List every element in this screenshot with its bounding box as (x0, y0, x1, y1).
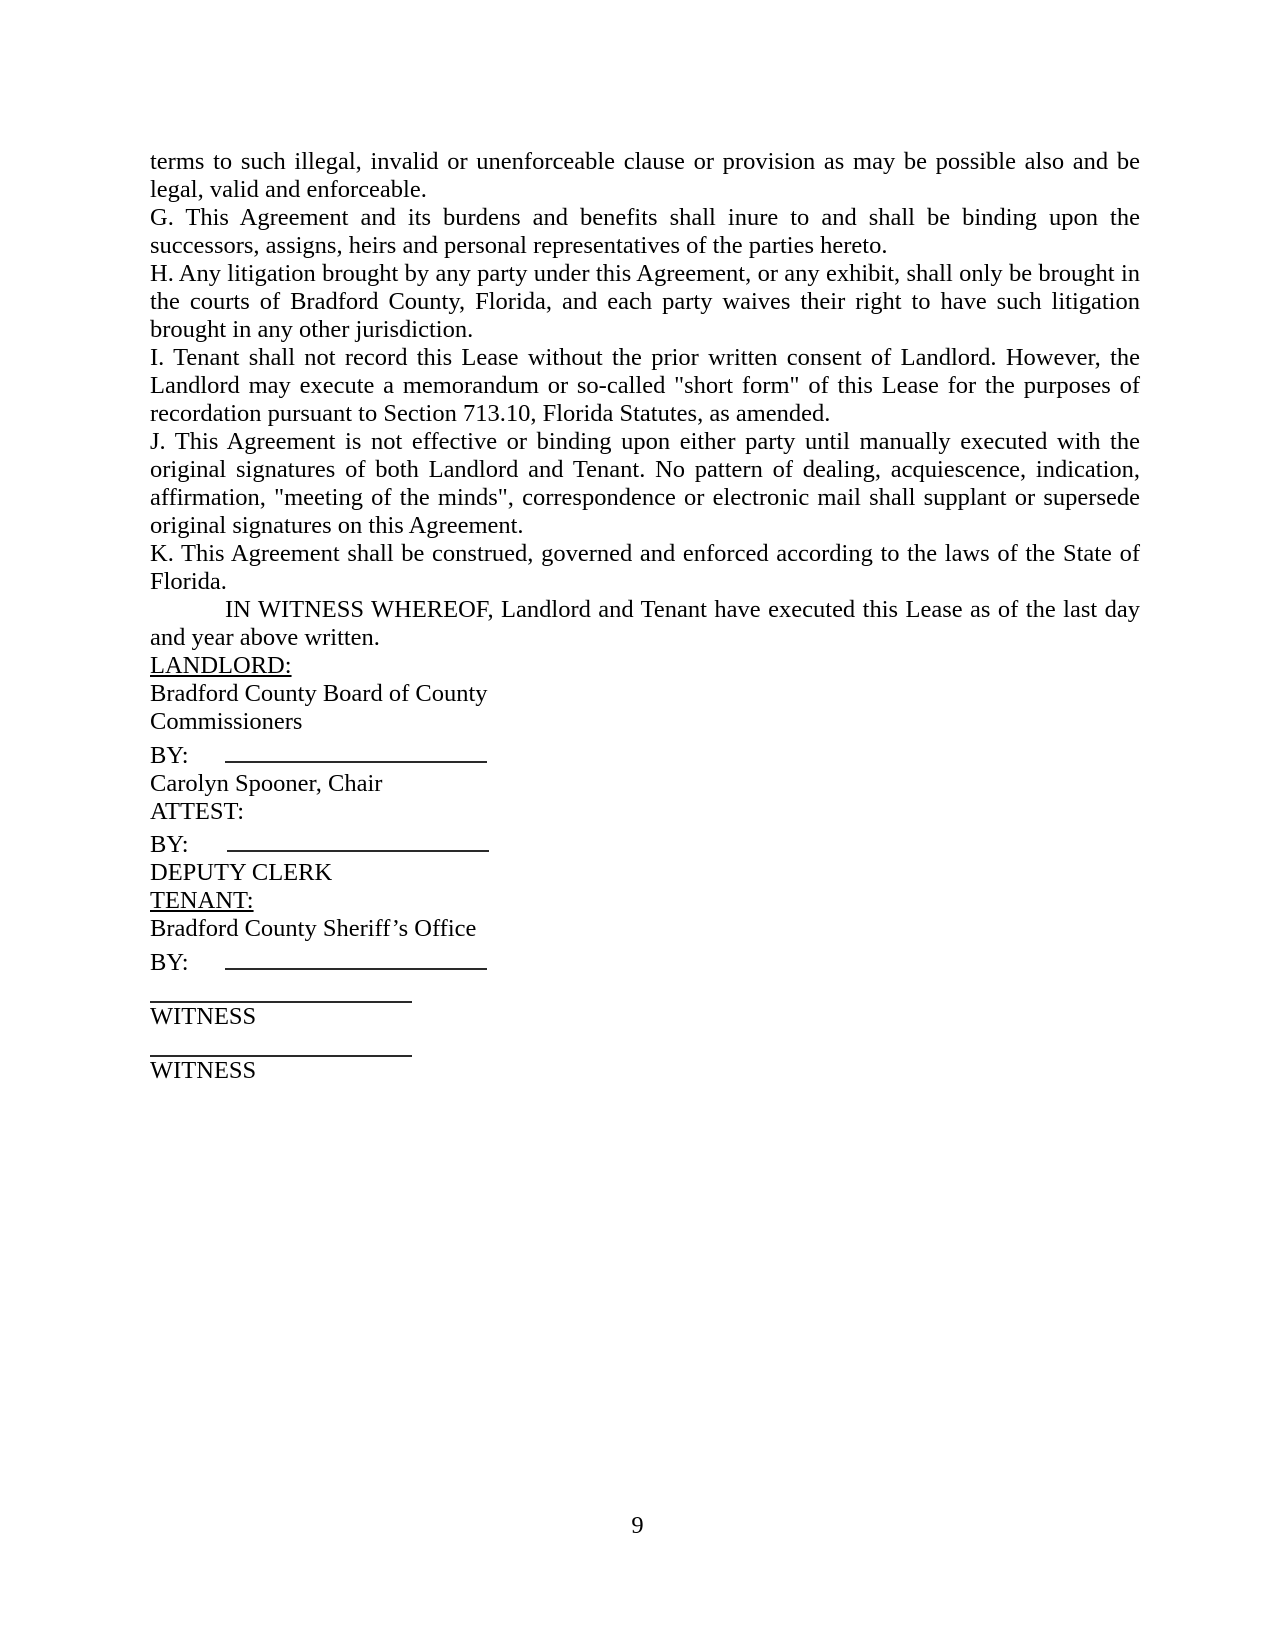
clause-k: K. This Agreement shall be construed, governed and enforced according to the laws of the State of Florida. (150, 540, 1140, 595)
landlord-by-row (150, 736, 1140, 770)
clause-h: H. Any litigation brought by any party under this Agreement, or any exhibit, shall only be brought in the courts of Bradford County, Florida, and each party waives their right to have such litigation brought in any other jurisdiction. (150, 260, 1140, 343)
clause-continuation: terms to such illegal, invalid or unenforceable clause or provision as may be possible also and be legal, valid and enforceable. (150, 148, 1140, 203)
witness2-label: WITNESS (150, 1056, 257, 1084)
tenant-heading: TENANT: (150, 887, 254, 914)
attest-signer-title: DEPUTY CLERK (150, 859, 333, 886)
clause-j: J. This Agreement is not effective or binding upon either party until manually executed with the original signatures of both Landlord and Tenant. No pattern of dealing, acquiescence, indication, affirmation, "meeting of the minds", correspondence or electronic mail shall supplant or supersede original signatures on this Agreement. (150, 428, 1140, 539)
witness-whereof-clause: IN WITNESS WHEREOF, Landlord and Tenant have executed this Lease as of the last day and year above written. (150, 596, 1140, 651)
attest-by-row (150, 826, 1140, 860)
attest-heading: ATTEST: (150, 797, 245, 825)
clauses-block (150, 148, 1140, 596)
tenant-signature-line (225, 943, 487, 970)
clause-g: G. This Agreement and its burdens and benefits shall inure to and shall be binding upon the successors, assigns, heirs and personal representatives of the parties hereto. (150, 204, 1140, 259)
tenant-by-row (150, 943, 1140, 977)
attest-by-label: BY: (150, 831, 189, 858)
landlord-org-line1: Bradford County Board of County (150, 680, 488, 707)
attest-signature-line (227, 826, 489, 853)
witness1-label: WITNESS (150, 1002, 257, 1030)
page-number: 9 (631, 1512, 644, 1539)
tenant-org: Bradford County Sheriff’s Office (150, 915, 477, 942)
clause-i: I. Tenant shall not record this Lease without the prior written consent of Landlord. However, the Landlord may execute a memorandum or so-called "short form" of this Lease for the purposes of recordation pursuant to Section 713.10, Florida Statutes, as amended. (150, 344, 1140, 427)
landlord-signature-line (225, 736, 487, 763)
tenant-by-label: BY: (150, 948, 189, 976)
landlord-heading: LANDLORD: (150, 652, 292, 679)
witness2-signature-line (150, 1031, 412, 1057)
landlord-by-label: BY: (150, 741, 189, 769)
witness1-signature-line (150, 977, 412, 1003)
landlord-signer-name: Carolyn Spooner, Chair (150, 769, 383, 797)
landlord-org-line2: Commissioners (150, 708, 303, 735)
